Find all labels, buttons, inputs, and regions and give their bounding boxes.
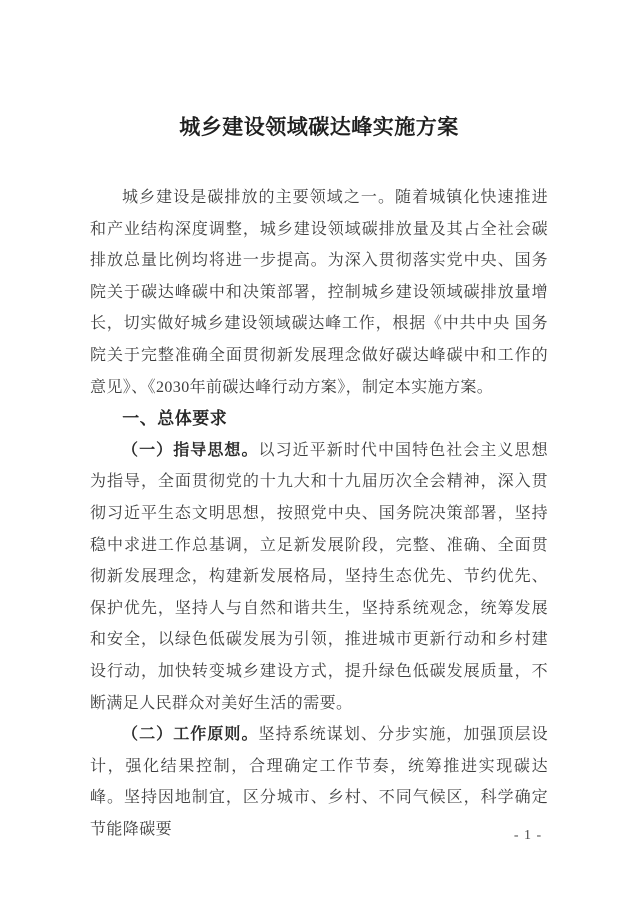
intro-paragraph-text: 城乡建设是碳排放的主要领域之一。随着城镇化快速推进和产业结构深度调整，城乡建设领域碳排放量及其占全社会碳排放总量比例均将进一步提高。为深入贯彻落实党中央、国务院关于碳达峰碳中和决策部署，控制城乡建设领域碳排放量增长，切实做好城乡建设领域碳达峰工作，根据《中共中央 国务院关于完整准确全面贯彻新发展理念做好碳达峰碳中和工作的意见》、《2030年前碳达峰行动方案》，制定本实施方案。 [90,189,548,396]
paragraph-guiding-ideology-lead: （一）指导思想。 [122,441,259,459]
paragraph-working-principles-lead: （二）工作原则。 [122,726,259,744]
document-title: 城乡建设领域碳达峰实施方案 [179,115,459,139]
paragraph-working-principles-text: 坚持系统谋划、分步实施，加强顶层设计，强化结果控制，合理确定工作节奏，统筹推进实现碳达峰。坚持因地制宜，区分城市、乡村、不同气候区，科学确定节能降碳要 [90,726,548,838]
paragraph-guiding-ideology-text: 以习近平新时代中国特色社会主义思想为指导，全面贯彻党的十九大和十九届历次全会精神，深入贯彻习近平生态文明思想，按照党中央、国务院决策部署，坚持稳中求进工作总基调，立足新发展阶段，完整、准确、全面贯彻新发展理念，构建新发展格局，坚持生态优先、节约优先、保护优先，坚持人与自然和谐共生，坚持系统观念，统筹发展和安全，以绿色低碳发展为引领，推进城市更新行动和乡村建设行动，加快转变城乡建设方式，提升绿色低碳发展质量，不断满足人民群众对美好生活的需要。 [90,441,548,712]
paragraph-guiding-ideology [90,435,548,719]
document-content [90,0,548,845]
intro-paragraph [90,182,548,403]
paragraph-working-principles [90,719,548,845]
page-number: - 1 - [513,828,543,843]
section-heading-overall-requirements: 一、总体要求 [122,409,228,429]
